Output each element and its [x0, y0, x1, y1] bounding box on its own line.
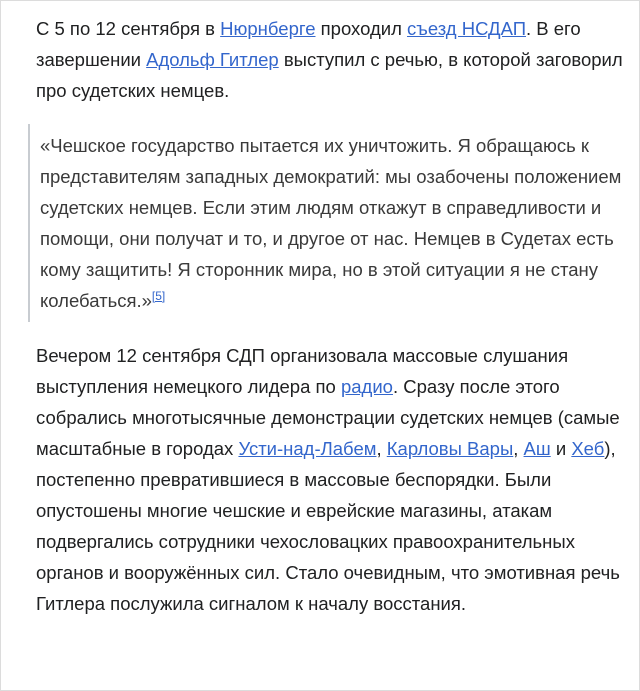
link-nsdap-congress[interactable]: съезд НСДАП: [407, 18, 526, 39]
link-karlovy-vary[interactable]: Карловы Вары: [386, 438, 514, 459]
paragraph-2: Вечером 12 сентября СДП организовала массовые слушания выступления немецкого лидера по радио. Сразу после этого собрались многотысячные демонстрации судетских немцев (самые масштабные в городах Усти-над-Лабем, Карловы Вары, Аш и Хеб), постепенно превратившиеся в массовые беспорядки. Были опустошены многие чешские и еврейские магазины, атакам подвергались сотрудники чехословацких правоохранительных органов и вооружённых сил. Стало очевидным, что эмотивная речь Гитлера послужила сигналом к началу восстания.: [36, 345, 620, 614]
quote-text: «Чешское государство пытается их уничтожить. Я обращаюсь к представителям западных демократий: мы озабочены положением судетских немцев. Если этим людям откажут в справедливости и помощи, они получат и то, и другое от нас. Немцев в Судетах есть кому защитить! Я сторонник мира, но в этой ситуации я не стану колебаться.»[5]: [40, 135, 622, 311]
link-cheb[interactable]: Хеб: [571, 438, 605, 459]
reference-link[interactable]: [5]: [151, 288, 166, 303]
link-as[interactable]: Аш: [523, 438, 551, 459]
blockquote: [28, 124, 625, 322]
link-adolf-hitler[interactable]: Адольф Гитлер: [146, 49, 279, 70]
link-usti-nad-labem[interactable]: Усти-над-Лабем: [238, 438, 377, 459]
link-nuremberg[interactable]: Нюрнберге: [220, 18, 316, 39]
reference-5: [152, 289, 165, 303]
link-radio[interactable]: радио: [340, 376, 393, 397]
paragraph-1: С 5 по 12 сентября в Нюрнберге проходил съезд НСДАП. В его завершении Адольф Гитлер выступил с речью, в которой заговорил про судетских немцев.: [36, 18, 623, 101]
